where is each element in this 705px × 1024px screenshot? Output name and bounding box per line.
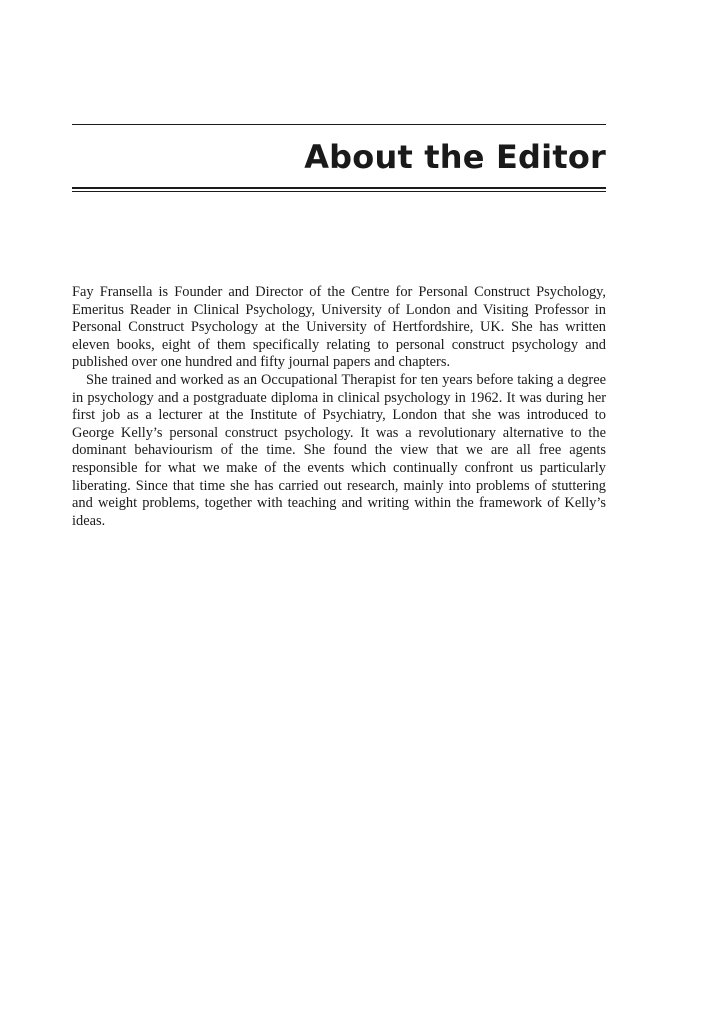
page-title: About the Editor	[304, 138, 606, 176]
title-top-rule	[72, 124, 606, 125]
paragraph-1: Fay Fransella is Founder and Director of the Centre for Personal Construct Psychology, Emeritus Reader in Clinical Psychology, University of London and Visiting Professor in Personal Construct Psychology at the University of Hertfordshire, UK. She has written eleven books, eight of them specifically relating to personal construct psychology and published over one hundred and fifty journal papers and chapters.	[72, 284, 606, 371]
body-text	[72, 284, 606, 530]
paragraph-2: She trained and worked as an Occupational Therapist for ten years before taking a degree in psychology and a postgraduate diploma in clinical psychology in 1962. It was during her first job as a lecturer at the Institute of Psychiatry, London that she was introduced to George Kelly’s personal construct psychology. It was a revolutionary alternative to the dominant behaviourism of the time. She found the view that we are all free agents responsible for what we make of the events which continually confront us particularly liberating. Since that time she has carried out research, mainly into problems of stuttering and weight problems, together with teaching and writing within the framework of Kelly’s ideas.	[72, 371, 606, 529]
title-bottom-double-rule	[72, 187, 606, 192]
